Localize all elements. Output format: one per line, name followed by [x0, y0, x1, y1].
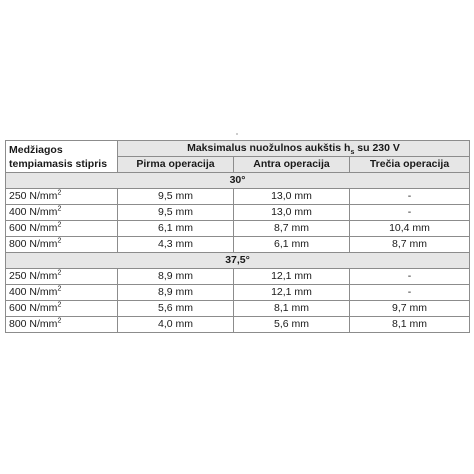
unit-exponent: 2 [57, 221, 62, 229]
bevel-height-table [5, 140, 470, 333]
operation-2-value: 5,6 mm [234, 317, 350, 333]
operation-1-value: 4,3 mm [118, 237, 234, 253]
tensile-strength-value: 400 N/mm [9, 286, 58, 298]
tensile-strength-cell [6, 285, 118, 301]
angle-label: 30° [6, 173, 470, 189]
operation-3-value: - [350, 205, 470, 221]
tensile-strength-cell [6, 205, 118, 221]
operation-2-value: 12,1 mm [234, 285, 350, 301]
unit-exponent: 2 [57, 285, 62, 293]
angle-group-row [6, 173, 470, 189]
tensile-strength-value: 600 N/mm [9, 302, 58, 314]
angle-group-row [6, 253, 470, 269]
tensile-strength-value: 400 N/mm [9, 206, 58, 218]
operation-2-value: 8,7 mm [234, 221, 350, 237]
unit-exponent: 2 [57, 301, 62, 309]
operation-1-value: 8,9 mm [118, 269, 234, 285]
unit-exponent: 2 [57, 205, 62, 213]
unit-exponent: 2 [57, 189, 62, 197]
header-max-bevel-height [118, 141, 470, 157]
table-row [6, 301, 470, 317]
table-row [6, 189, 470, 205]
tensile-strength-value: 250 N/mm [9, 270, 58, 282]
operation-2-value: 8,1 mm [234, 301, 350, 317]
table-body [6, 173, 470, 333]
tensile-strength-cell [6, 189, 118, 205]
table-row [6, 221, 470, 237]
operation-2-value: 6,1 mm [234, 237, 350, 253]
header-max-bevel-subscript: s [350, 149, 355, 157]
operation-1-value: 8,9 mm [118, 285, 234, 301]
operation-1-value: 9,5 mm [118, 189, 234, 205]
tensile-strength-value: 800 N/mm [9, 318, 58, 330]
operation-1-value: 4,0 mm [118, 317, 234, 333]
tensile-strength-cell [6, 301, 118, 317]
operation-3-value: 9,7 mm [350, 301, 470, 317]
angle-label: 37,5° [6, 253, 470, 269]
header-operation-2: Antra operacija [234, 157, 350, 173]
tensile-strength-value: 800 N/mm [9, 238, 58, 250]
operation-3-value: - [350, 269, 470, 285]
operation-2-value: 13,0 mm [234, 189, 350, 205]
table-row [6, 269, 470, 285]
tensile-strength-cell [6, 237, 118, 253]
tensile-strength-cell [6, 269, 118, 285]
table-row [6, 205, 470, 221]
header-row-main [6, 141, 470, 157]
operation-3-value: - [350, 189, 470, 205]
stray-dot [236, 133, 238, 135]
operation-3-value: 8,7 mm [350, 237, 470, 253]
unit-exponent: 2 [57, 317, 62, 325]
header-max-bevel-suffix: su 230 V [354, 142, 400, 154]
header-tensile-strength [6, 141, 118, 173]
header-tensile-strength-line1: Medžiagos [9, 144, 63, 156]
table-row [6, 237, 470, 253]
operation-1-value: 6,1 mm [118, 221, 234, 237]
operation-3-value: 8,1 mm [350, 317, 470, 333]
operation-1-value: 5,6 mm [118, 301, 234, 317]
header-operation-1: Pirma operacija [118, 157, 234, 173]
tensile-strength-cell [6, 221, 118, 237]
unit-exponent: 2 [57, 237, 62, 245]
header-max-bevel-prefix: Maksimalus nuožulnos aukštis h [187, 142, 351, 154]
table-row [6, 317, 470, 333]
tensile-strength-cell [6, 317, 118, 333]
operation-2-value: 12,1 mm [234, 269, 350, 285]
bevel-height-table-container [5, 140, 469, 333]
operation-3-value: 10,4 mm [350, 221, 470, 237]
table-row [6, 285, 470, 301]
operation-1-value: 9,5 mm [118, 205, 234, 221]
tensile-strength-value: 250 N/mm [9, 190, 58, 202]
unit-exponent: 2 [57, 269, 62, 277]
header-operation-3: Trečia operacija [350, 157, 470, 173]
operation-3-value: - [350, 285, 470, 301]
header-tensile-strength-line2: tempiamasis stipris [9, 158, 108, 170]
tensile-strength-value: 600 N/mm [9, 222, 58, 234]
operation-2-value: 13,0 mm [234, 205, 350, 221]
